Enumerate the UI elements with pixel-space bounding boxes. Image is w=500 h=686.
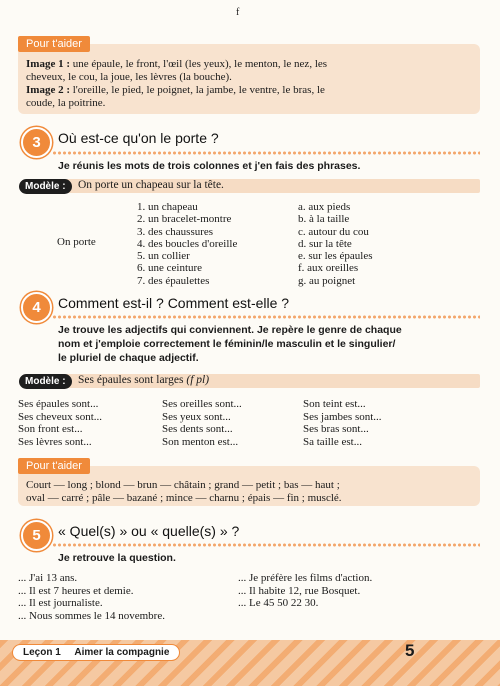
exercise-4-divider bbox=[52, 314, 480, 320]
instruction-line: le pluriel de chaque adjectif. bbox=[58, 352, 199, 364]
list-item: Ses yeux sont... bbox=[162, 410, 231, 423]
list-item: ... Nous sommes le 14 novembre. bbox=[18, 609, 165, 622]
aider2-line1: Court — long ; blond — brun — châtain ; grand — petit ; bas — haut ; bbox=[26, 479, 340, 491]
exercise-3-title: Où est-ce qu'on le porte ? bbox=[58, 130, 219, 146]
list-item: Son menton est... bbox=[162, 435, 239, 448]
list-item: a. aux pieds bbox=[298, 201, 351, 213]
exercise-5-badge: 5 bbox=[21, 520, 52, 551]
image2-label: Image 2 : bbox=[26, 84, 70, 96]
exercise-3-badge: 3 bbox=[21, 127, 52, 158]
list-item: ... Je préfère les films d'action. bbox=[238, 572, 373, 584]
aider1-line2: cheveux, le cou, la joue, les lèvres (la bouche). bbox=[26, 71, 232, 83]
list-item: Ses dents sont... bbox=[162, 423, 233, 435]
exercise-3-modele-tag: Modèle : bbox=[19, 179, 72, 194]
exercise-4-col-b bbox=[162, 398, 242, 448]
list-item: Ses épaules sont... bbox=[18, 398, 99, 410]
aider-tag-2: Pour t'aider bbox=[18, 458, 90, 474]
list-item: Ses oreilles sont... bbox=[162, 398, 242, 410]
list-item: b. à la taille bbox=[298, 213, 350, 226]
aider1-line3: l'oreille, le pied, le poignet, la jambe, le ventre, le bras, le bbox=[70, 84, 325, 96]
exercise-3-instruction: Je réunis les mots de trois colonnes et j'en fais des phrases. bbox=[58, 160, 361, 172]
modele-sentence: Ses épaules sont larges bbox=[78, 374, 184, 386]
list-item: 1. un chapeau bbox=[137, 201, 198, 213]
list-item: 5. un collier bbox=[137, 250, 190, 263]
list-item: 7. des épaulettes bbox=[137, 274, 210, 287]
footer-lesson: Leçon 1 bbox=[23, 647, 61, 658]
exercise-3-col3 bbox=[298, 201, 373, 287]
list-item: 4. des boucles d'oreille bbox=[137, 237, 238, 250]
list-item: Son teint est... bbox=[303, 398, 366, 410]
exercise-5-divider bbox=[52, 542, 480, 548]
aider-tag-1: Pour t'aider bbox=[18, 36, 90, 52]
aider1-line4: coude, la poitrine. bbox=[26, 97, 106, 109]
instruction-line: nom et j'emploie correctement le féminin/le masculin et le singulier/ bbox=[58, 338, 396, 350]
page-number: 5 bbox=[405, 641, 415, 660]
list-item: ... Le 45 50 22 30. bbox=[238, 597, 319, 609]
list-item: g. au poignet bbox=[298, 274, 356, 287]
footer-label bbox=[12, 644, 180, 661]
list-item: ... Il est journaliste. bbox=[18, 597, 103, 609]
footer-topic: Aimer la compagnie bbox=[74, 647, 170, 658]
exercise-3-divider bbox=[52, 150, 480, 156]
image1-label: Image 1 : bbox=[26, 58, 70, 70]
list-item: e. sur les épaules bbox=[298, 250, 373, 263]
exercise-5-title: « Quel(s) » ou « quelle(s) » ? bbox=[58, 523, 240, 539]
top-mark: f bbox=[236, 7, 240, 18]
exercise-4-modele-tag: Modèle : bbox=[19, 374, 72, 389]
list-item: Ses lèvres sont... bbox=[18, 435, 92, 448]
exercise-5-left bbox=[18, 572, 165, 622]
exercise-4-instruction bbox=[58, 323, 478, 365]
list-item: ... Il est 7 heures et demie. bbox=[18, 584, 134, 597]
list-item: 6. une ceinture bbox=[137, 262, 203, 275]
aider2-line2: oval — carré ; pâle — bazané ; mince — charnu ; épais — fin ; musclé. bbox=[26, 492, 342, 504]
exercise-3-modele-text: On porte un chapeau sur la tête. bbox=[78, 179, 224, 191]
exercise-5-instruction: Je retrouve la question. bbox=[58, 552, 176, 564]
list-item: Ses jambes sont... bbox=[303, 410, 382, 423]
exercise-4-modele bbox=[78, 374, 209, 386]
list-item: c. autour du cou bbox=[298, 225, 369, 238]
exercise-3-col2 bbox=[137, 201, 237, 287]
exercise-4-col-c bbox=[303, 398, 382, 448]
modele-note: (f pl) bbox=[186, 374, 210, 386]
aider1-line1: une épaule, le front, l'œil (les yeux), le menton, le nez, les bbox=[70, 58, 328, 70]
aider-text-2 bbox=[26, 479, 478, 505]
exercise-3-col1: On porte bbox=[57, 236, 96, 248]
exercise-4-badge: 4 bbox=[21, 292, 52, 323]
exercise-4-title: Comment est-il ? Comment est-elle ? bbox=[58, 295, 290, 311]
list-item: Son front est... bbox=[18, 423, 83, 435]
list-item: Sa taille est... bbox=[303, 435, 362, 448]
instruction-line: Je trouve les adjectifs qui conviennent. Je repère le genre de chaque bbox=[58, 324, 402, 336]
aider-text-1 bbox=[26, 58, 476, 110]
list-item: f. aux oreilles bbox=[298, 262, 359, 275]
list-item: 3. des chaussures bbox=[137, 225, 214, 238]
list-item: Ses cheveux sont... bbox=[18, 410, 103, 423]
list-item: d. sur la tête bbox=[298, 237, 352, 250]
list-item: ... Il habite 12, rue Bosquet. bbox=[238, 584, 361, 597]
exercise-5-right bbox=[238, 572, 372, 610]
list-item: Ses bras sont... bbox=[303, 423, 369, 435]
exercise-4-col-a bbox=[18, 398, 102, 448]
list-item: 2. un bracelet-montre bbox=[137, 213, 232, 226]
list-item: ... J'ai 13 ans. bbox=[18, 572, 78, 584]
